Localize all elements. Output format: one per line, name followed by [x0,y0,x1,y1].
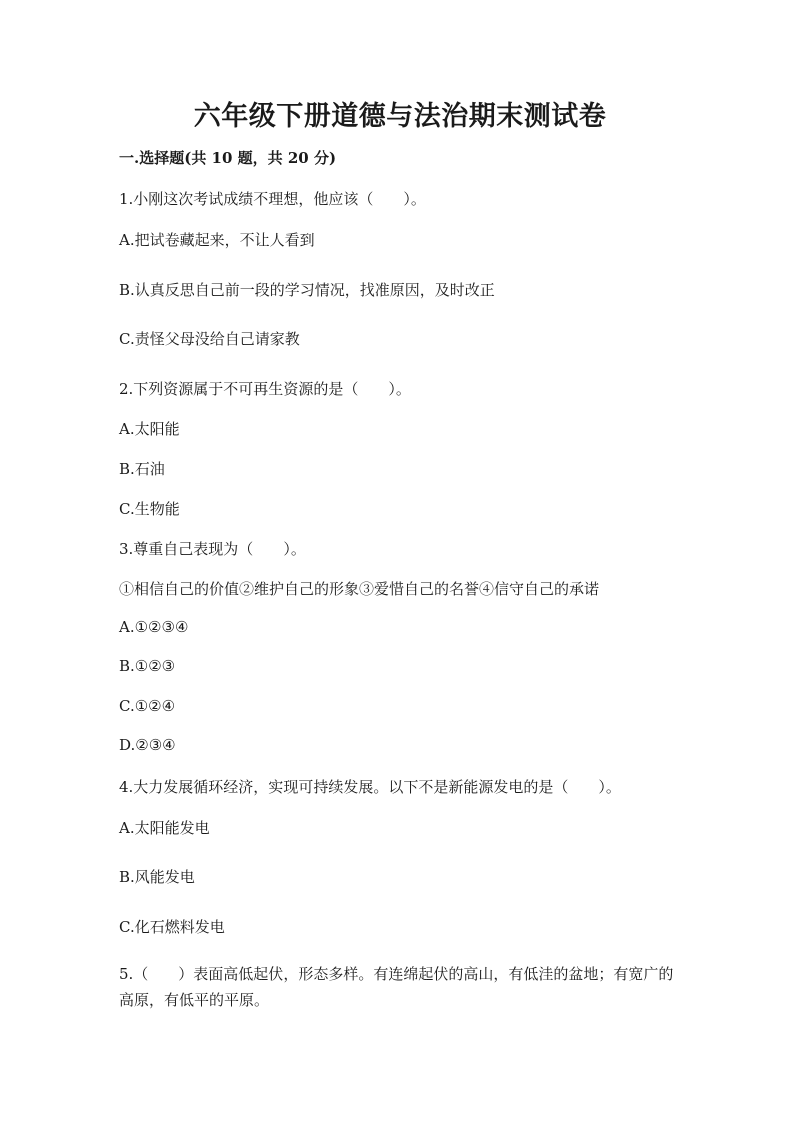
question-4-option-c: C.化石燃料发电 [119,918,225,936]
question-2-option-a: A.太阳能 [119,420,180,438]
question-3-option-c: C.①②④ [119,697,176,715]
question-3-option-b: B.①②③ [119,657,176,675]
question-4-option-b: B.风能发电 [119,868,195,886]
question-3-option-a: A.①②③④ [119,618,189,636]
question-2-option-c: C.生物能 [119,500,180,518]
question-1-stem: 1.小刚这次考试成绩不理想，他应该（ ）。 [119,190,426,208]
question-3-statements: ①相信自己的价值②维护自己的形象③爱惜自己的名誉④信守自己的承诺 [119,580,600,598]
question-1-option-c: C.责怪父母没给自己请家教 [119,330,300,348]
section-heading: 一.选择题(共 10 题，共 20 分) [119,149,337,167]
question-5-stem: 5.（ ）表面高低起伏，形态多样。有连绵起伏的高山，有低洼的盆地；有宽广的高原，有低平的平原。 [119,965,674,1009]
question-2-option-b: B.石油 [119,460,165,478]
question-1-option-b: B.认真反思自己前一段的学习情况，找准原因，及时改正 [119,281,495,299]
question-4-stem: 4.大力发展循环经济，实现可持续发展。以下不是新能源发电的是（ ）。 [119,778,621,796]
question-4-option-a: A.太阳能发电 [119,819,210,837]
question-1-option-a: A.把试卷藏起来，不让人看到 [119,231,315,249]
exam-title: 六年级下册道德与法治期末测试卷 [193,101,607,132]
question-3-stem: 3.尊重自己表现为（ ）。 [119,540,306,558]
question-3-option-d: D.②③④ [119,736,176,754]
question-2-stem: 2.下列资源属于不可再生资源的是（ ）。 [119,380,411,398]
